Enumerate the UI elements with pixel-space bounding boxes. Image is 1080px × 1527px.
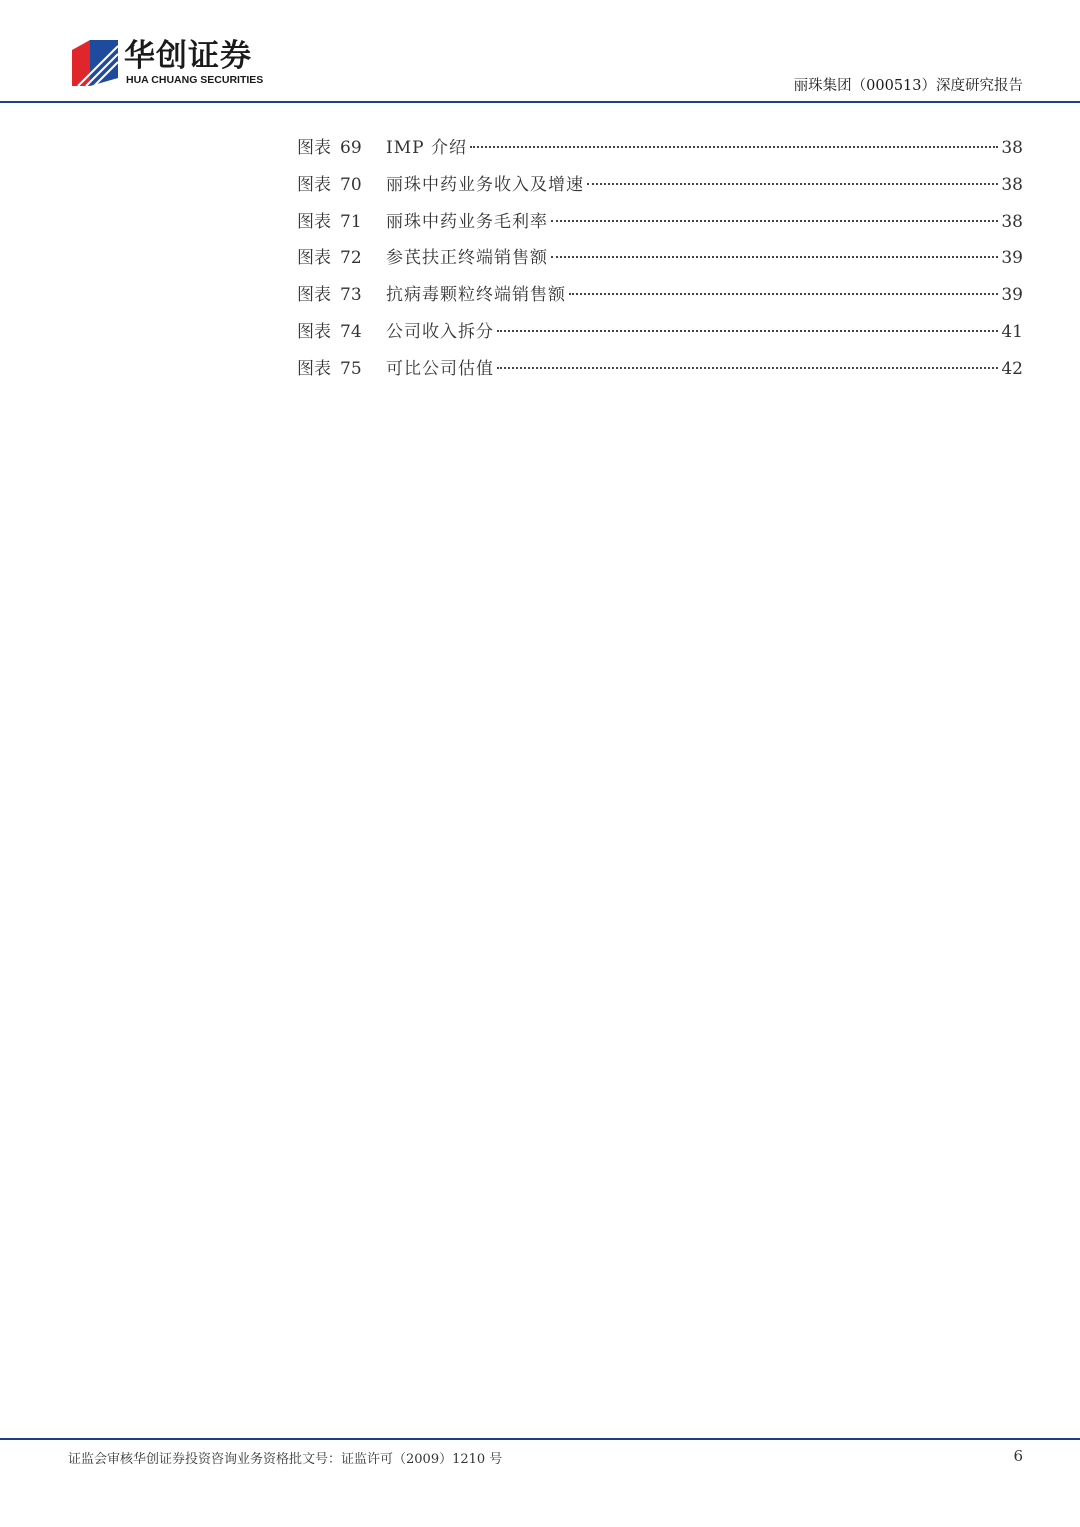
toc-entry-page: 38 xyxy=(1001,138,1023,158)
dot-leader xyxy=(587,183,998,185)
dot-leader xyxy=(497,330,998,332)
dot-leader xyxy=(551,256,998,258)
toc-entry-title: 丽珠中药业务收入及增速 xyxy=(386,174,584,195)
toc-entry[interactable] xyxy=(297,170,1023,207)
toc-entry-number: 72 xyxy=(340,248,362,269)
toc-entry-number: 75 xyxy=(340,358,362,379)
toc-entry[interactable] xyxy=(297,133,1023,170)
logo-mark-icon xyxy=(70,38,120,88)
toc-entry-title: 参芪扶正终端销售额 xyxy=(386,248,548,269)
figure-list xyxy=(297,133,1023,391)
toc-entry-page: 42 xyxy=(1001,358,1023,379)
toc-entry-page: 39 xyxy=(1001,285,1023,306)
toc-entry-number: 74 xyxy=(340,321,362,342)
toc-entry-title: IMP 介绍 xyxy=(386,138,467,158)
toc-entry[interactable] xyxy=(297,317,1023,354)
dot-leader xyxy=(497,367,998,369)
toc-entry-label: 图表 xyxy=(297,285,331,306)
toc-entry-number: 69 xyxy=(340,138,362,158)
toc-entry-label: 图表 xyxy=(297,248,331,269)
toc-entry[interactable] xyxy=(297,243,1023,280)
toc-entry-label: 图表 xyxy=(297,174,331,195)
toc-entry-page: 41 xyxy=(1001,321,1023,342)
company-logo xyxy=(70,38,280,90)
toc-entry[interactable] xyxy=(297,354,1023,391)
toc-entry-label: 图表 xyxy=(297,321,331,342)
toc-entry-page: 39 xyxy=(1001,248,1023,269)
toc-entry[interactable] xyxy=(297,280,1023,317)
toc-entry-title: 丽珠中药业务毛利率 xyxy=(386,211,548,232)
toc-entry-label: 图表 xyxy=(297,358,331,379)
logo-chinese-name: 华创证券 xyxy=(124,38,252,74)
toc-entry-number: 71 xyxy=(340,211,362,232)
toc-entry-label: 图表 xyxy=(297,138,331,158)
license-statement: 证监会审核华创证券投资咨询业务资格批文号：证监许可（2009）1210 号 xyxy=(68,1452,503,1467)
toc-entry[interactable] xyxy=(297,207,1023,244)
header-divider xyxy=(0,101,1080,103)
toc-entry-title: 可比公司估值 xyxy=(386,358,494,379)
toc-entry-title: 抗病毒颗粒终端销售额 xyxy=(386,285,566,306)
toc-entry-label: 图表 xyxy=(297,211,331,232)
dot-leader xyxy=(470,146,998,148)
toc-entry-number: 73 xyxy=(340,285,362,306)
page-number: 6 xyxy=(1013,1447,1023,1465)
dot-leader xyxy=(551,220,998,222)
logo-english-name: HUA CHUANG SECURITIES xyxy=(126,74,264,86)
toc-entry-number: 70 xyxy=(340,174,362,195)
report-title: 丽珠集团（000513）深度研究报告 xyxy=(793,78,1023,94)
footer-divider xyxy=(0,1438,1080,1440)
toc-entry-page: 38 xyxy=(1001,211,1023,232)
toc-entry-page: 38 xyxy=(1001,174,1023,195)
toc-entry-title: 公司收入拆分 xyxy=(386,321,494,342)
dot-leader xyxy=(569,293,998,295)
